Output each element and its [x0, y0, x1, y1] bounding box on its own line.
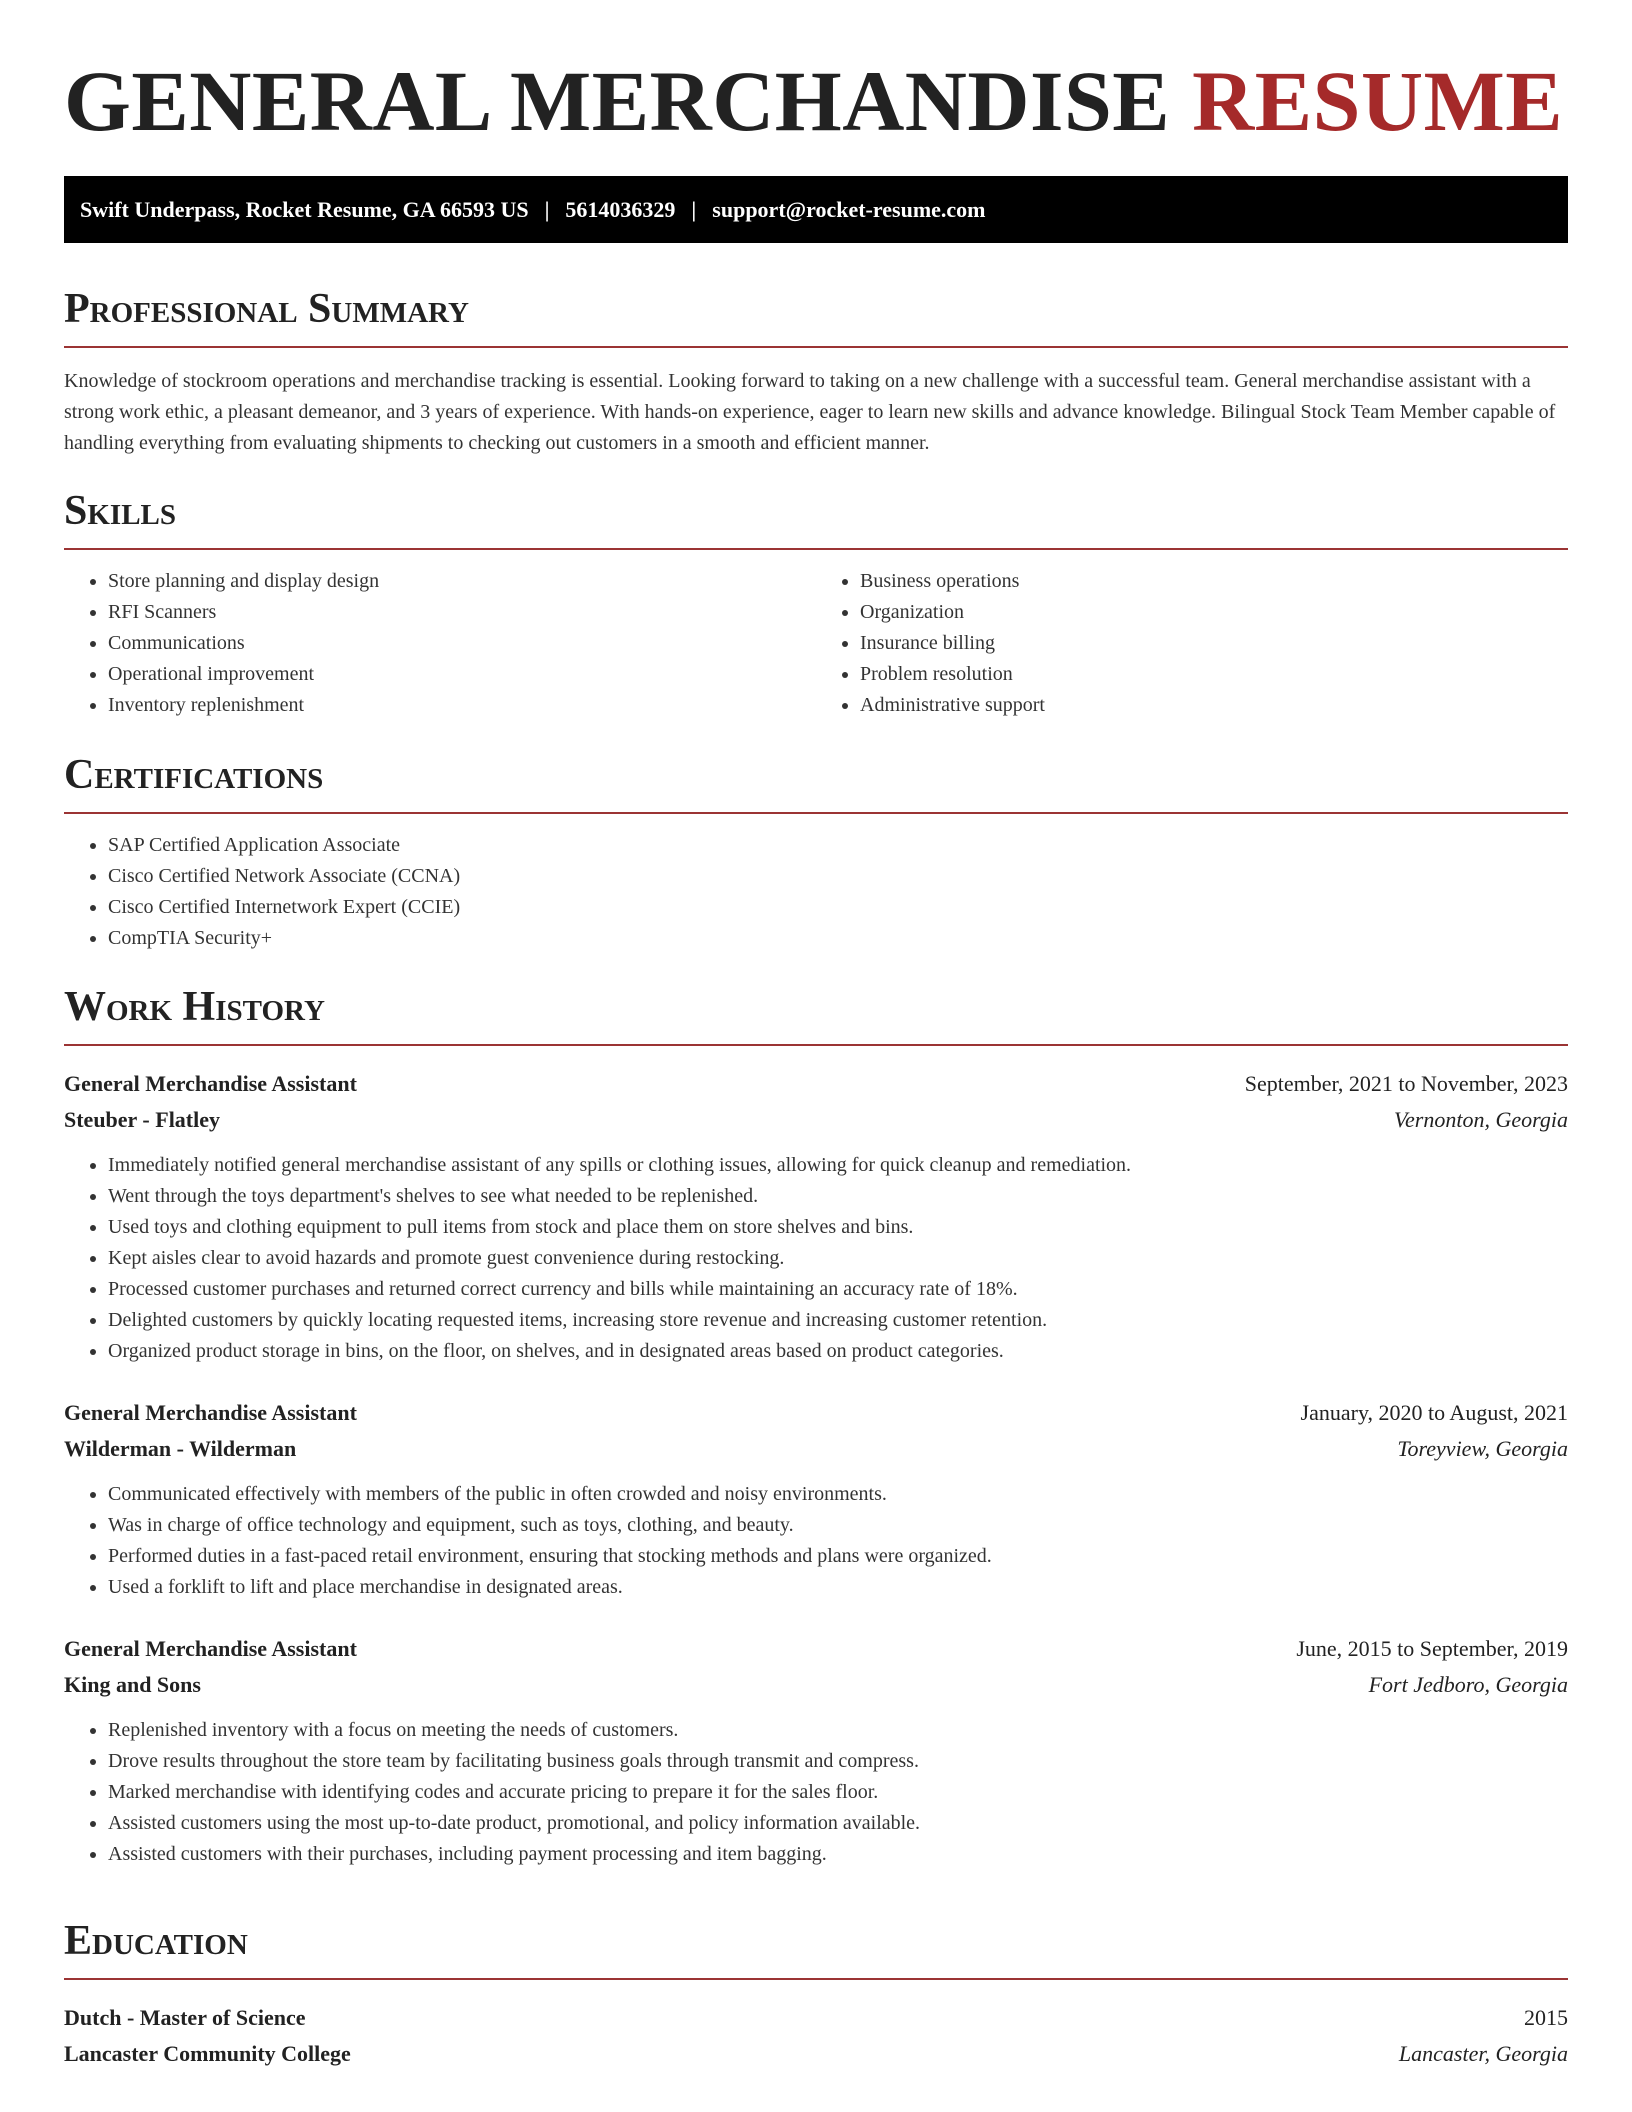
contact-bar — [64, 176, 1568, 243]
skills-list-right — [816, 566, 1568, 721]
certification-item: • Cisco Certified Network Associate (CCNA) — [108, 861, 1568, 892]
skill-item: • Organization — [860, 597, 1568, 628]
job-duty: • Delighted customers by quickly locating requested items, increasing store revenue and increasing customer retention. — [108, 1305, 1568, 1336]
contact-address: Swift Underpass, Rocket Resume, GA 66593 US — [80, 196, 529, 222]
job-dates: September, 2021 to November, 2023 — [1244, 1071, 1568, 1096]
job-subheader — [64, 1667, 1568, 1703]
skill-item: • Store planning and display design — [108, 566, 816, 597]
title-accent: RESUME — [1192, 53, 1564, 149]
education-heading: Education — [64, 1920, 1568, 1980]
summary-text: Knowledge of stockroom operations and merchandise tracking is essential. Looking forward to taking on a new challenge with a successful team. General merchandise assistant with a strong work ethic, a pleasant demeanor, and 3 years of experience. With hands-on experience, eager to learn new skills and advance knowledge. Bilingual Stock Team Member capable of handling everything from evaluating shipments to checking out customers in a smooth and efficient manner. — [64, 370, 1556, 454]
certifications-list — [64, 830, 1568, 954]
skills-section — [64, 490, 1568, 721]
education-degree: Dutch - Master of Science — [64, 2005, 306, 2030]
job-duty: • Drove results throughout the store team by facilitating business goals through transmit and compress. — [108, 1746, 1568, 1777]
summary-section — [64, 288, 1568, 459]
job-header — [64, 1395, 1568, 1431]
education-entry — [64, 2000, 1568, 2072]
job-header — [64, 1066, 1568, 1102]
job-duty: • Marked merchandise with identifying codes and accurate pricing to prepare it for the sales floor. — [108, 1777, 1568, 1808]
skills-heading: Skills — [64, 490, 1568, 550]
work-history-section — [64, 986, 1568, 1870]
skill-item: • Administrative support — [860, 690, 1568, 721]
job-duties-list — [64, 1479, 1568, 1603]
job-company: Steuber - Flatley — [64, 1107, 221, 1132]
education-school: Lancaster Community College — [64, 2041, 351, 2066]
job-title: General Merchandise Assistant — [64, 1400, 357, 1425]
work-history-heading: Work History — [64, 986, 1568, 1046]
job-duty: • Used a forklift to lift and place merchandise in designated areas. — [108, 1572, 1568, 1603]
skill-item: • Communications — [108, 628, 816, 659]
education-year: 2015 — [1524, 2005, 1568, 2030]
job-entry — [64, 1631, 1568, 1870]
resume-title — [64, 50, 1563, 153]
education-location: Lancaster, Georgia — [1398, 2041, 1568, 2066]
job-duty: • Organized product storage in bins, on the floor, on shelves, and in designated areas based on product categories. — [108, 1336, 1568, 1367]
job-entry — [64, 1066, 1568, 1367]
education-header — [64, 2000, 1568, 2036]
job-location: Vernonton, Georgia — [1394, 1107, 1568, 1132]
job-duty: • Used toys and clothing equipment to pull items from stock and place them on store shelves and bins. — [108, 1212, 1568, 1243]
job-duty: • Replenished inventory with a focus on meeting the needs of customers. — [108, 1715, 1568, 1746]
job-duty: • Kept aisles clear to avoid hazards and promote guest convenience during restocking. — [108, 1243, 1568, 1274]
contact-phone: 5614036329 — [565, 196, 676, 222]
certifications-heading: Certifications — [64, 754, 1568, 814]
certification-item: • SAP Certified Application Associate — [108, 830, 1568, 861]
job-location: Fort Jedboro, Georgia — [1368, 1672, 1568, 1697]
job-duties-list — [64, 1150, 1568, 1367]
job-title: General Merchandise Assistant — [64, 1071, 357, 1096]
contact-separator: | — [691, 196, 697, 222]
education-section — [64, 1920, 1568, 2072]
job-dates: January, 2020 to August, 2021 — [1300, 1400, 1568, 1425]
job-location: Toreyview, Georgia — [1397, 1436, 1568, 1461]
skill-item: • Inventory replenishment — [108, 690, 816, 721]
job-duty: • Assisted customers using the most up-to-date product, promotional, and policy information available. — [108, 1808, 1568, 1839]
job-subheader — [64, 1431, 1568, 1467]
education-subheader — [64, 2036, 1568, 2072]
certification-item: • CompTIA Security+ — [108, 923, 1568, 954]
certification-item: • Cisco Certified Internetwork Expert (CCIE) — [108, 892, 1568, 923]
job-duty: • Assisted customers with their purchases, including payment processing and item bagging. — [108, 1839, 1568, 1870]
job-company: King and Sons — [64, 1672, 201, 1697]
job-dates: June, 2015 to September, 2019 — [1296, 1636, 1568, 1661]
certifications-section — [64, 754, 1568, 954]
skill-item: • Insurance billing — [860, 628, 1568, 659]
job-duty: • Processed customer purchases and returned correct currency and bills while maintaining an accuracy rate of 18%. — [108, 1274, 1568, 1305]
skills-columns — [64, 550, 1568, 721]
job-company: Wilderman - Wilderman — [64, 1436, 297, 1461]
job-entry — [64, 1395, 1568, 1603]
job-duty: • Immediately notified general merchandise assistant of any spills or clothing issues, allowing for quick cleanup and remediation. — [108, 1150, 1568, 1181]
job-duty: • Performed duties in a fast-paced retail environment, ensuring that stocking methods and plans were organized. — [108, 1541, 1568, 1572]
skill-item: • Problem resolution — [860, 659, 1568, 690]
skill-item: • Operational improvement — [108, 659, 816, 690]
job-duties-list — [64, 1715, 1568, 1870]
job-duty: • Went through the toys department's shelves to see what needed to be replenished. — [108, 1181, 1568, 1212]
job-duty: • Was in charge of office technology and equipment, such as toys, clothing, and beauty. — [108, 1510, 1568, 1541]
contact-email: support@rocket-resume.com — [712, 196, 986, 222]
job-header — [64, 1631, 1568, 1667]
summary-heading: Professional Summary — [64, 288, 1568, 348]
job-duty: • Communicated effectively with members of the public in often crowded and noisy environments. — [108, 1479, 1568, 1510]
skill-item: • RFI Scanners — [108, 597, 816, 628]
job-title: General Merchandise Assistant — [64, 1636, 357, 1661]
title-main: GENERAL MERCHANDISE — [64, 53, 1193, 149]
skills-list-left — [64, 566, 816, 721]
job-subheader — [64, 1102, 1568, 1138]
skill-item: • Business operations — [860, 566, 1568, 597]
contact-separator: | — [544, 196, 550, 222]
